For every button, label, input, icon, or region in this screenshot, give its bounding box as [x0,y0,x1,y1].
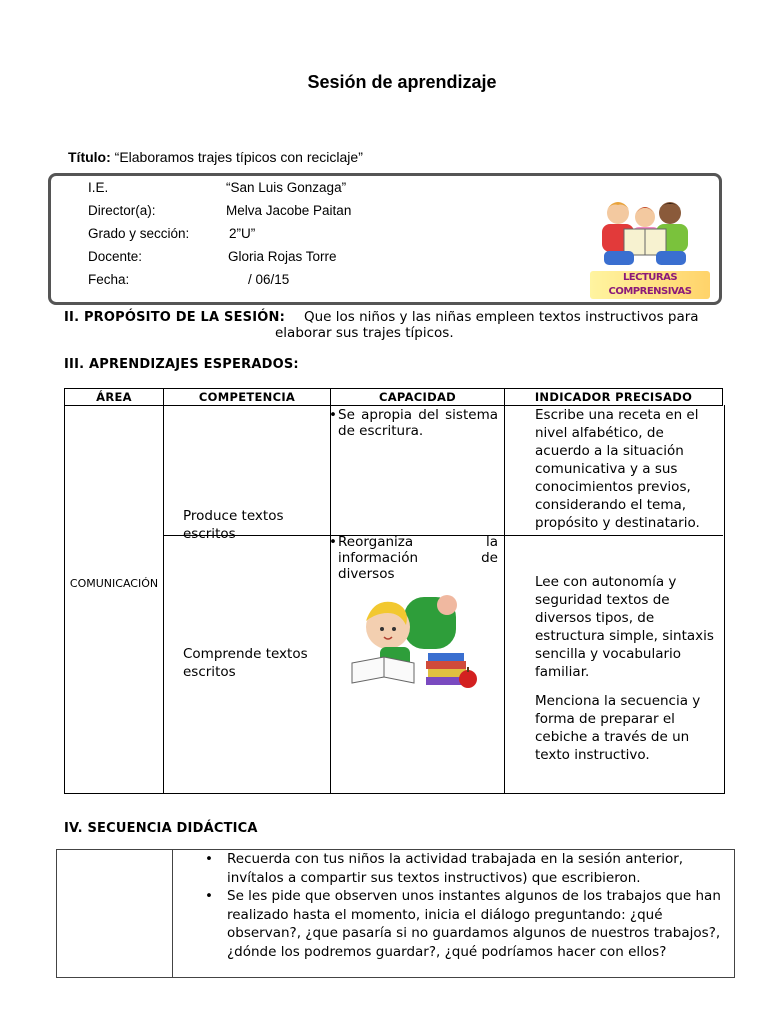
child-reading-icon [344,591,482,693]
proposito-text-1: Que los niños y las niñas empleen textos instructivos para [304,309,699,325]
header-capacidad: CAPACIDAD [331,389,505,406]
indicador-escribe: Escribe una receta en el nivel alfabético, de acuerdo a la situación comunicativa y a sus conocimientos previos, considerando el tema, propósito y destinatario. [535,407,700,531]
info-label-ie: I.E. [88,180,109,195]
capacidad-apropia: • Se apropia del sistema de escritura. [338,407,498,439]
col-divider-2 [330,405,331,794]
aprendizajes-table [64,388,723,406]
header-competencia: COMPETENCIA [164,389,331,406]
aprendizajes-heading: III. APRENDIZAJES ESPERADOS: [64,357,299,372]
reading-kids-logo [590,193,710,295]
info-label-docente: Docente: [88,249,143,264]
col-divider-3 [504,405,505,794]
session-title-line [68,149,363,165]
secuencia-divider [172,849,173,977]
capacidad-reorganiza: • Reorganiza la información de diversos [338,534,498,582]
list-item: • Recuerda con tus niños la actividad trabajada en la sesión anterior, invítalos a compartir sus textos instructivos) que escribieron. [205,850,725,887]
info-label-director: Director(a): [88,203,156,218]
secuencia-heading: IV. SECUENCIA DIDÁCTICA [64,821,258,836]
list-item: • Se les pide que observen unos instantes algunos de los trabajos que han realizado hasta el momento, inicia el diálogo preguntando: ¿qué observan?, ¿que pasaría si no guardamos algunos de nuestros trabajos?, ¿dónde los podremos guardar?, ¿qué podríamos hacer con ellos? [205,887,725,961]
info-value-docente: Gloria Rojas Torre [228,249,337,264]
table-header-row [65,389,723,406]
competencia-comprende: Comprende textos escritos [183,646,308,680]
info-value-fecha: / 06/15 [248,272,290,287]
proposito-heading: II. PROPÓSITO DE LA SESIÓN: [64,310,285,325]
header-area: ÁREA [65,389,164,406]
indicador-lee: Lee con autonomía y seguridad textos de diversos tipos, de estructura simple, sintaxis sencilla y vocabulario familiar. [535,574,714,680]
titulo-label: Título: [68,149,111,165]
info-label-grado: Grado y sección: [88,226,190,241]
page-title: Sesión de aprendizaje [307,72,497,92]
titulo-value: “Elaboramos trajes típicos con reciclaje” [114,149,363,165]
info-value-grado: 2”U” [229,226,256,241]
info-value-ie: “San Luis Gonzaga” [226,180,347,195]
secuencia-list [205,850,725,961]
header-indicador: INDICADOR PRECISADO [505,389,723,406]
child-reading-clipart [344,591,482,693]
indicador-menciona: Menciona la secuencia y forma de preparar el cebiche a través de un texto instructivo. [535,693,701,763]
col-divider-1 [163,405,164,794]
proposito-text-2: elaborar sus trajes típicos. [275,325,454,341]
competencia-produce: Produce textos escritos [183,508,284,542]
area-cell: COMUNICACIÓN [69,577,159,590]
info-label-fecha: Fecha: [88,272,130,287]
info-value-director: Melva Jacobe Paitan [226,203,352,218]
logo-text: LECTURAS COMPRENSIVAS [590,271,710,299]
